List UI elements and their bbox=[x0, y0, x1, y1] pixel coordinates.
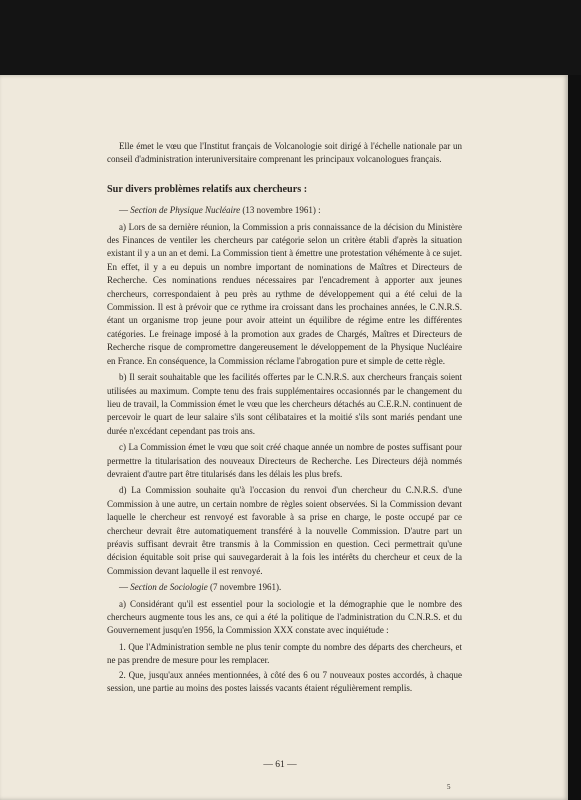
paragraph-d: d) La Commission souhaite qu'à l'occasion du renvoi d'un chercheur du C.N.R.S. d'une Commission à une autre, un certain nombre de règles soient observées. Si la Commission devant laquelle le chercheur est renvoyé est favorable à sa prise en charge, le poste occupé par ce chercheur devrait être automatiquement transféré à la nouvelle Commission. D'autre part un préavis suffisant devrait être transmis à la Commission en question. Ceci permettrait qu'une décision équitable soit prise qui sauvegarderait à la fois les intérêts du chercheur et ceux de la Commission devant laquelle il est renvoyé. bbox=[107, 485, 462, 576]
section-sociologie-title bbox=[107, 581, 462, 594]
paragraph-a: a) Lors de sa dernière réunion, la Commission a pris connaissance de la décision du Ministère des Finances de ventiler les chercheurs par catégorie selon un critère établi d'après la situation existant il y a un an et demi. La Commission tient à émettre une protestation véhémente à ce sujet. En effet, il y a eu depuis un nombre important de nominations de Maîtres et Directeurs de Recherche. Ces nominations rendues nécessaires par l'encadrement à apporter aux jeunes chercheurs, correspondaient à peu près au rythme de développement qui a été celui de la Commission. Il est à prévoir que ce rythme ira croissant dans les prochaines années, le C.N.R.S. étant un organisme trop jeune pour avoir atteint un équilibre de régime entre les différentes catégories. Le freinage imposé à la promotion aux grades de Chargés, Maîtres et Directeurs de Recherche risque de compromettre dangereusement le développement de la Physique Nucléaire en France. En conséquence, la Commission réclame l'abrogation pure et simple de cette règle. bbox=[107, 221, 462, 366]
section-date: (13 novembre 1961) : bbox=[240, 205, 321, 216]
paragraph-c: c) La Commission émet le vœu que soit créé chaque année un nombre de postes suffisant pour permettre la titularisation des nouveaux Directeurs de Recherche. Les Directeurs déjà nommés devraient d'autre part être titularisés dans les délais les plus brefs. bbox=[107, 442, 462, 479]
section-physique-title bbox=[107, 204, 462, 217]
section-name: Section de Physique Nucléaire bbox=[130, 205, 241, 216]
section-dash: — bbox=[119, 205, 131, 216]
list-item-1: 1. Que l'Administration semble ne plus tenir compte du nombre des départs des chercheurs, et ne pas prendre de mesure pour les remplacer. bbox=[107, 641, 462, 666]
paragraph-socio-a: a) Considérant qu'il est essentiel pour la sociologie et la démographie que le nombre des chercheurs augmente tous les ans, ce qui a été la politique de l'administration du C.N.R.S. et du Gouvernement jusqu'en 1956, la Commission XXX constate avec inquiétude : bbox=[107, 598, 462, 636]
scan-right-border bbox=[568, 75, 581, 800]
page-content bbox=[107, 140, 462, 696]
corner-mark: 5 bbox=[447, 783, 451, 791]
paragraph-b: b) Il serait souhaitable que les facilités offertes par le C.N.R.S. aux chercheurs français soient utilisées au maximum. Compte tenu des frais supplémentaires occasionnés par le changement du lieu de travail, la Commission émet le vœu que les chercheurs détachés au C.E.R.N. continuent de percevoir le quart de leur salaire s'ils sont célibataires et la moitié s'ils sont mariés pendant une durée n'excédant cependant pas trois ans. bbox=[107, 372, 462, 436]
section-date: (7 novembre 1961). bbox=[207, 582, 282, 593]
scan-top-border bbox=[0, 0, 581, 78]
intro-paragraph: Elle émet le vœu que l'Institut français de Volcanologie soit dirigé à l'échelle nationale par un conseil d'administration interuniversitaire comprenant les principaux volcanologues français. bbox=[107, 141, 462, 165]
section-name: Section de Sociologie bbox=[130, 582, 208, 593]
page-number: — 61 — bbox=[263, 760, 297, 770]
section-dash: — bbox=[119, 582, 131, 593]
section-heading: Sur divers problèmes relatifs aux chercheurs : bbox=[107, 183, 308, 195]
list-item-2: 2. Que, jusqu'aux années mentionnées, à côté des 6 ou 7 nouveaux postes accordés, à chaque session, une partie au moins des postes laissés vacants étaient régulièrement remplis. bbox=[107, 669, 462, 694]
